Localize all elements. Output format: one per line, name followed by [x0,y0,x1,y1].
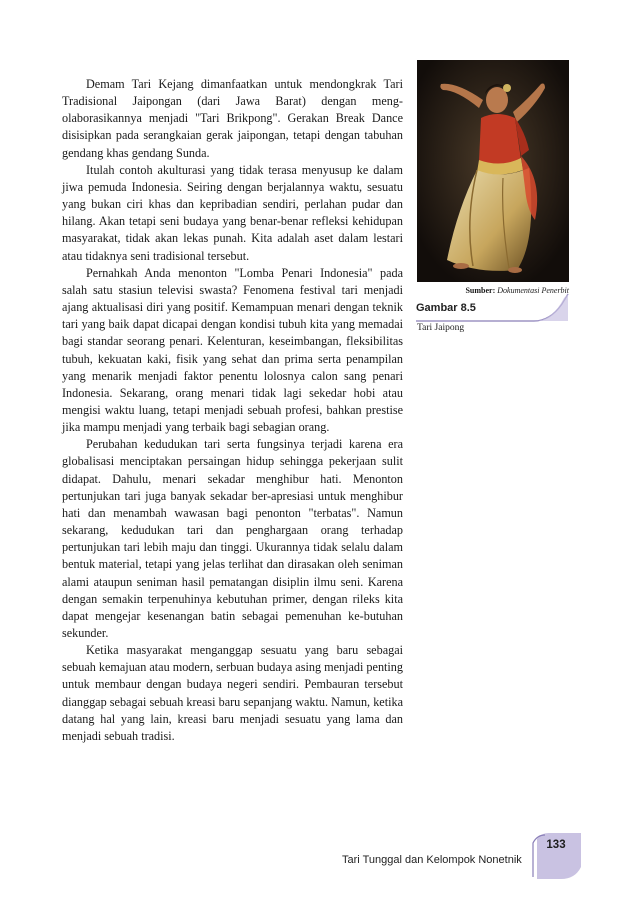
paragraph: Perubahan kedudukan tari serta fungsinya terjadi karena era globalisasi menciptakan persaingan hidup sehingga pekerjaan sulit didapat. Dahulu, menari sekadar menghibur hati. Menonton pertunjukan tari juga banyak sekadar ber-apresiasi untuk menghibur hati dan menambah wawasan bagi penonton "terbatas". Namun sekarang, kedudukan tari dan penghargaan orang terhadap pertunjukan tari lebih maju dan tinggi. Ukurannya tidak selalu dalam bentuk material, tetapi yang jelas terlihat dan dirasakan oleh seniman alami ataupun seniman hasil pematangan disiplin ilmu seni. Karena dengan semakin terpenuhinya kebutuhan primer, dengan rileks kita dapat mengejar kesenangan batin sebagai pemenuhan ke-butuhan sekunder. [62,437,403,640]
page-number: 133 [546,839,566,851]
dancer-photo [417,60,569,282]
paragraph: Ketika masyarakat menganggap sesuatu yang baru sebagai sebuah kemajuan atau modern, serbuan budaya asing menjadi penting untuk membaur dengan budaya negeri sendiri. Pembauran tersebut dianggap sebagai sebuah kreasi baru sepanjang waktu. Namun, ketika datang hal yang lain, kreasi baru menjadi sesuatu yang lama dan menjadi sebuah tradisi. [62,643,403,743]
paragraph: Demam Tari Kejang dimanfaatkan untuk mendongkrak Tari Tradisional Jaipongan (dari Jawa Barat) dengan meng-olaborasikannya menjadi "Tari Brikpong". Gerakan Break Dance disisipkan pada serangkaian gerak jaipongan, tetapi dengan tabuhan gendang khas gendang Sunda. [62,77,403,160]
figure-number: Gambar 8.5 [416,302,476,314]
figure-caption: Tari Jaipong [417,323,465,333]
body-text [62,76,403,745]
source-text: Dokumentasi Penerbit [497,286,569,295]
paragraph: Itulah contoh akulturasi yang tidak terasa menyusup ke dalam jiwa pemuda Indonesia. Seiring dengan berjalannya waktu, sesuatu yang bukan ciri khas dan kepribadian sendiri, perlahan pudar dan hilang. Akan tetapi seni budaya yang benar-benar refleksi kehidupan masyarakat, tidak akan lekas punah. Kita adalah aset dalam lestari atau tidaknya seni tradisional tersebut. [62,162,403,263]
page-badge [523,829,583,881]
chapter-title: Tari Tunggal dan Kelompok Nonetnik [342,854,522,866]
paragraph: Pernahkah Anda menonton "Lomba Penari Indonesia" pada salah satu stasiun televisi swasta? Fenomena festival tari menjadi ajang aktualisasi diri yang positif. Kemampuan menari dengan teknik tari yang baik dapat dicapai dengan kondisi tubuh kita yang memadai bagi standar seorang penari. Kelenturan, keseimbangan, fleksibilitas tubuh, kekuatan kaki, fisik yang sehat dan prima serta penampilan yang menarik menjadi faktor penentu lolosnya calon sang penari Indonesia. Sekarang, orang menari tidak lagi sekedar hobi atau mengisi waktu luang, tetapi menjadi sebuah profesi, bahkan prestise jika mampu menjadi yang terbaik bagi sebagian orang. [62,265,403,435]
source-label: Sumber: [465,286,496,295]
